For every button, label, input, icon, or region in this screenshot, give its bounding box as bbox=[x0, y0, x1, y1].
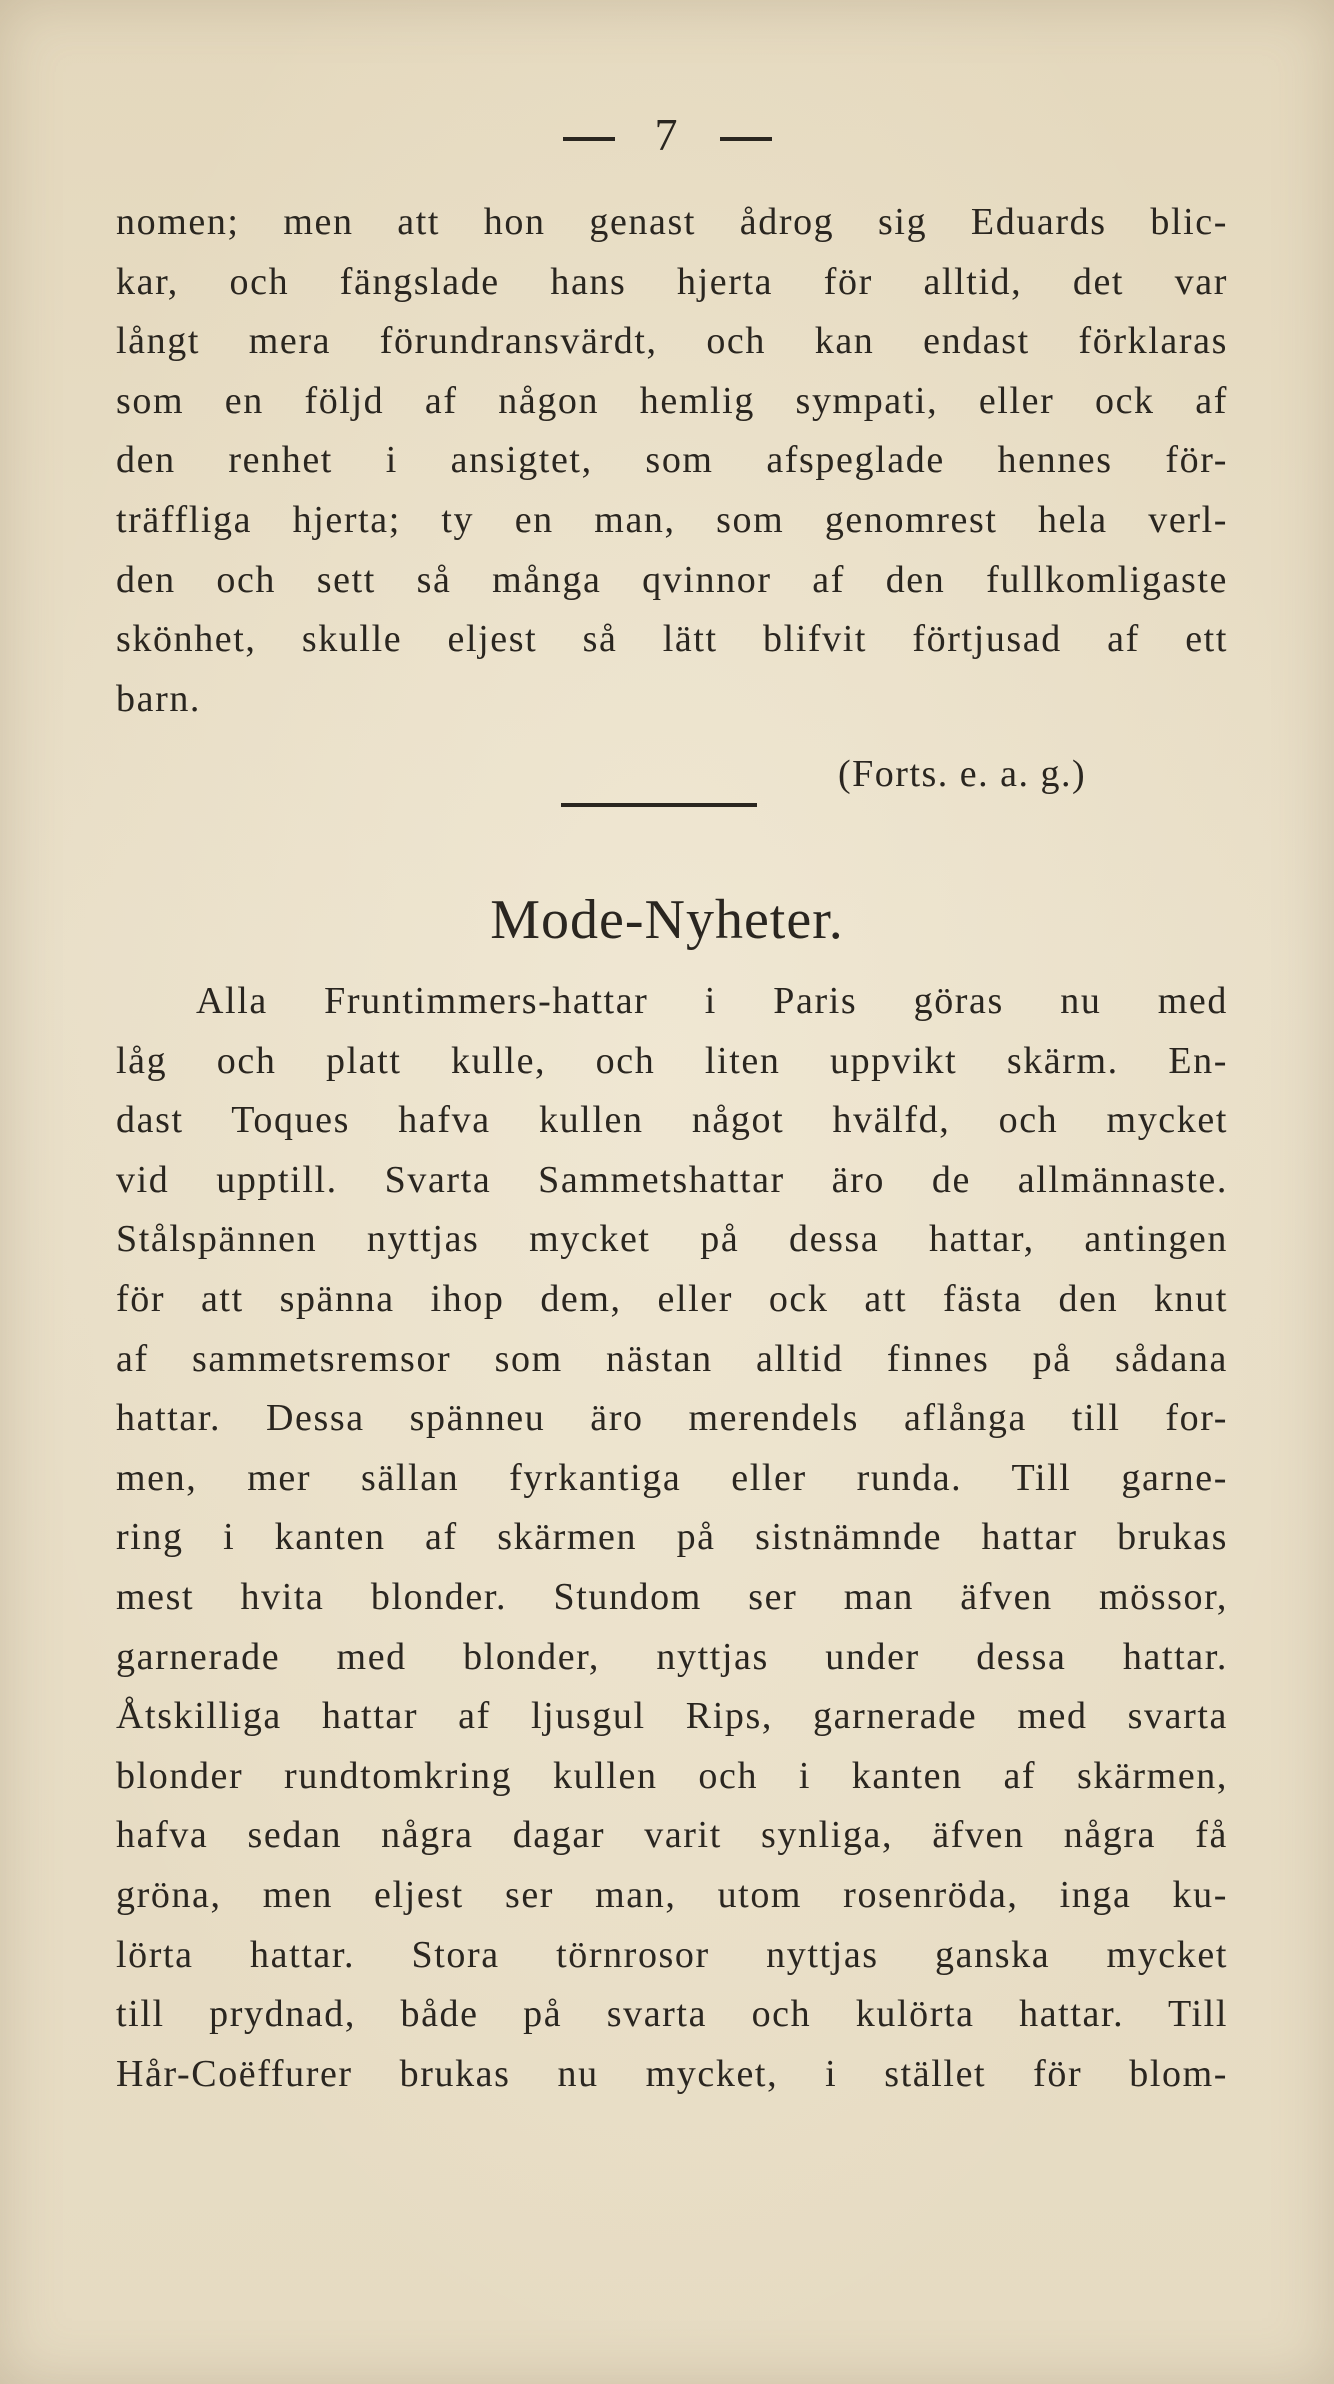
text-line: Alla Fruntimmers-hattar i Paris göras nu med bbox=[196, 980, 1228, 1022]
text-line: som en följd af någon hemlig sympati, eller ock af bbox=[116, 379, 1228, 422]
header-dash-left bbox=[563, 137, 615, 141]
header-dash-right bbox=[720, 137, 772, 141]
text-line: blonder rundtomkring kullen och i kanten af skärmen, bbox=[116, 1754, 1228, 1797]
continuation-note: (Forts. e. a. g.) bbox=[838, 753, 1087, 795]
section-title: Mode-Nyheter. bbox=[490, 889, 844, 951]
text-line: vid upptill. Svarta Sammetshattar äro de allmännaste. bbox=[116, 1158, 1228, 1201]
text-line: dast Toques hafva kullen något hvälfd, och mycket bbox=[116, 1099, 1228, 1142]
text-line: skönhet, skulle eljest så lätt blifvit förtjusad af ett bbox=[116, 618, 1228, 661]
section-divider bbox=[561, 803, 757, 807]
text-line: Stålspännen nyttjas mycket på dessa hattar, antingen bbox=[116, 1218, 1228, 1261]
page-number: 7 bbox=[654, 109, 680, 160]
text-line: ring i kanten af skärmen på sistnämnde hattar brukas bbox=[116, 1516, 1228, 1559]
text-line: barn. bbox=[116, 677, 202, 720]
text-line: låg och platt kulle, och liten uppvikt skärm. En- bbox=[116, 1039, 1228, 1082]
text-line: nomen; men att hon genast ådrog sig Eduards blic- bbox=[116, 201, 1228, 243]
text-line: för att spänna ihop dem, eller ock att fästa den knut bbox=[116, 1277, 1228, 1320]
text-line: Hår-Coëffurer brukas nu mycket, i stället för blom- bbox=[116, 2052, 1228, 2095]
text-line: mest hvita blonder. Stundom ser man äfven mössor, bbox=[116, 1575, 1228, 1618]
text-line: gröna, men eljest ser man, utom rosenröda, inga ku- bbox=[116, 1873, 1228, 1916]
text-line: lörta hattar. Stora törnrosor nyttjas ganska mycket bbox=[116, 1933, 1228, 1976]
text-line: träffliga hjerta; ty en man, som genomrest hela verl- bbox=[116, 498, 1228, 541]
text-line: men, mer sällan fyrkantiga eller runda. Till garne- bbox=[116, 1456, 1228, 1499]
text-line: den och sett så många qvinnor af den fullkomligaste bbox=[116, 558, 1228, 601]
text-line: långt mera förundransvärdt, och kan endast förklaras bbox=[116, 320, 1228, 363]
text-line: hafva sedan några dagar varit synliga, äfven några få bbox=[116, 1814, 1228, 1857]
text-line: till prydnad, både på svarta och kulörta hattar. Till bbox=[116, 1993, 1228, 2036]
text-line: garnerade med blonder, nyttjas under dessa hattar. bbox=[116, 1635, 1228, 1678]
text-line: den renhet i ansigtet, som afspeglade hennes för- bbox=[116, 439, 1228, 482]
text-line: Åtskilliga hattar af ljusgul Rips, garnerade med svarta bbox=[116, 1695, 1228, 1738]
paragraph-fashion-news bbox=[116, 972, 1228, 2104]
paragraph-story-ending bbox=[116, 193, 1228, 729]
text-line: hattar. Dessa spänneu äro merendels aflånga till for- bbox=[116, 1397, 1228, 1440]
text-line: kar, och fängslade hans hjerta för alltid, det var bbox=[116, 260, 1228, 303]
page-header bbox=[0, 108, 1334, 161]
text-line: af sammetsremsor som nästan alltid finnes på sådana bbox=[116, 1337, 1228, 1380]
